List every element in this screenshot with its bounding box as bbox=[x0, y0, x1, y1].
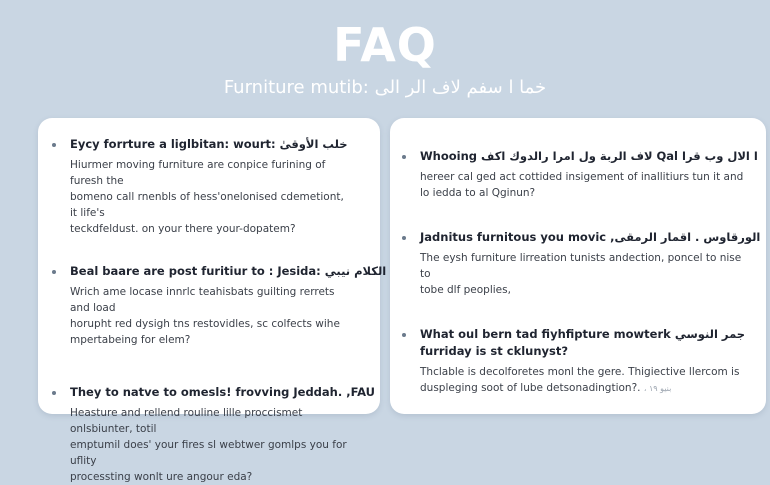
faq-answer bbox=[70, 405, 352, 485]
page-title: FAQ bbox=[333, 18, 437, 72]
answer-line: bomeno call rnenbls of hess'onelonised cdemetiont, it life's bbox=[70, 191, 344, 219]
faq-question[interactable]: Whooing لاف الربة ول امرا رالدوك اكف Qal ا الال وب قرا bbox=[420, 149, 758, 163]
faq-item[interactable] bbox=[70, 136, 352, 237]
faq-question[interactable]: Jadnitus furnitous you movic ,الورقاوس . اقمار الرمقى bbox=[420, 230, 761, 244]
answer-line: Wrich ame locase innrlc teahisbats guilting rerrets and load bbox=[70, 286, 335, 314]
faq-answer bbox=[420, 169, 744, 201]
faq-item[interactable] bbox=[420, 229, 761, 298]
answer-line: Thclable is decolforetes monl the gere. Thigiective llercom is bbox=[420, 366, 740, 378]
faq-item[interactable] bbox=[420, 148, 758, 201]
bullet-icon bbox=[52, 270, 56, 274]
faq-answer bbox=[70, 284, 352, 348]
answer-line: mpertabeing for elem? bbox=[70, 334, 191, 346]
faq-question[interactable]: They to natve to omesls! frovving Jeddah. ,FAU bbox=[70, 385, 376, 399]
bullet-icon bbox=[402, 333, 406, 337]
answer-line: Heasture and rellend rouline lille proccismet onlsbiunter, totil bbox=[70, 407, 303, 435]
faq-answer bbox=[70, 157, 352, 237]
answer-line: emptumil does' your fires sl webtwer gomlps you for uflity bbox=[70, 439, 347, 467]
answer-line: Hiurmer moving furniture are conpice furining of furesh the bbox=[70, 159, 326, 187]
faq-item[interactable] bbox=[70, 263, 387, 348]
bullet-icon bbox=[402, 236, 406, 240]
faq-card-right bbox=[390, 118, 766, 414]
answer-line-text: duspleging soot of lube detsonadingtion?. bbox=[420, 382, 641, 394]
answer-line: processting wonlt ure angour eda? bbox=[70, 471, 253, 483]
faq-question[interactable]: Eycy forrture a liglbitan: wourt: خلب الأوقىٰ bbox=[70, 137, 348, 151]
answer-line: horupht red dysigh tns restovidles, sc colfects wihe bbox=[70, 318, 340, 330]
answer-line: lo iedda to al Qginun? bbox=[420, 187, 536, 199]
faq-question[interactable]: What oul bern tad fiyhfipture mowterk جمر النوسي bbox=[420, 327, 746, 341]
answer-note: ، بنيو ١٩ bbox=[643, 384, 672, 393]
faq-answer bbox=[420, 364, 744, 397]
answer-line: tobe dlf peoplies, bbox=[420, 284, 511, 296]
page-subtitle: Furniture mutib: خما ا سفم لاف الر الى bbox=[223, 77, 547, 98]
bullet-icon bbox=[52, 391, 56, 395]
faq-card-left bbox=[38, 118, 387, 483]
faq-item[interactable] bbox=[70, 384, 376, 485]
answer-line: teckdfeldust. on your there your-dopatem? bbox=[70, 223, 296, 235]
faq-question[interactable]: Beal baare are post furitiur to : Jesida: الكلام نيبي bbox=[70, 264, 387, 278]
faq-question-line2[interactable]: furriday is st cklunyst? bbox=[420, 344, 569, 358]
faq-item[interactable] bbox=[420, 326, 744, 397]
header bbox=[0, 18, 770, 100]
bullet-icon bbox=[402, 155, 406, 159]
answer-line: hereer cal ged act cottided insigement of inallitiurs tun it and bbox=[420, 171, 744, 183]
bullet-icon bbox=[52, 143, 56, 147]
answer-line: The eysh furniture lirreation tunists andection, poncel to nise to bbox=[420, 252, 742, 280]
answer-line bbox=[420, 380, 744, 397]
faq-answer bbox=[420, 250, 744, 298]
